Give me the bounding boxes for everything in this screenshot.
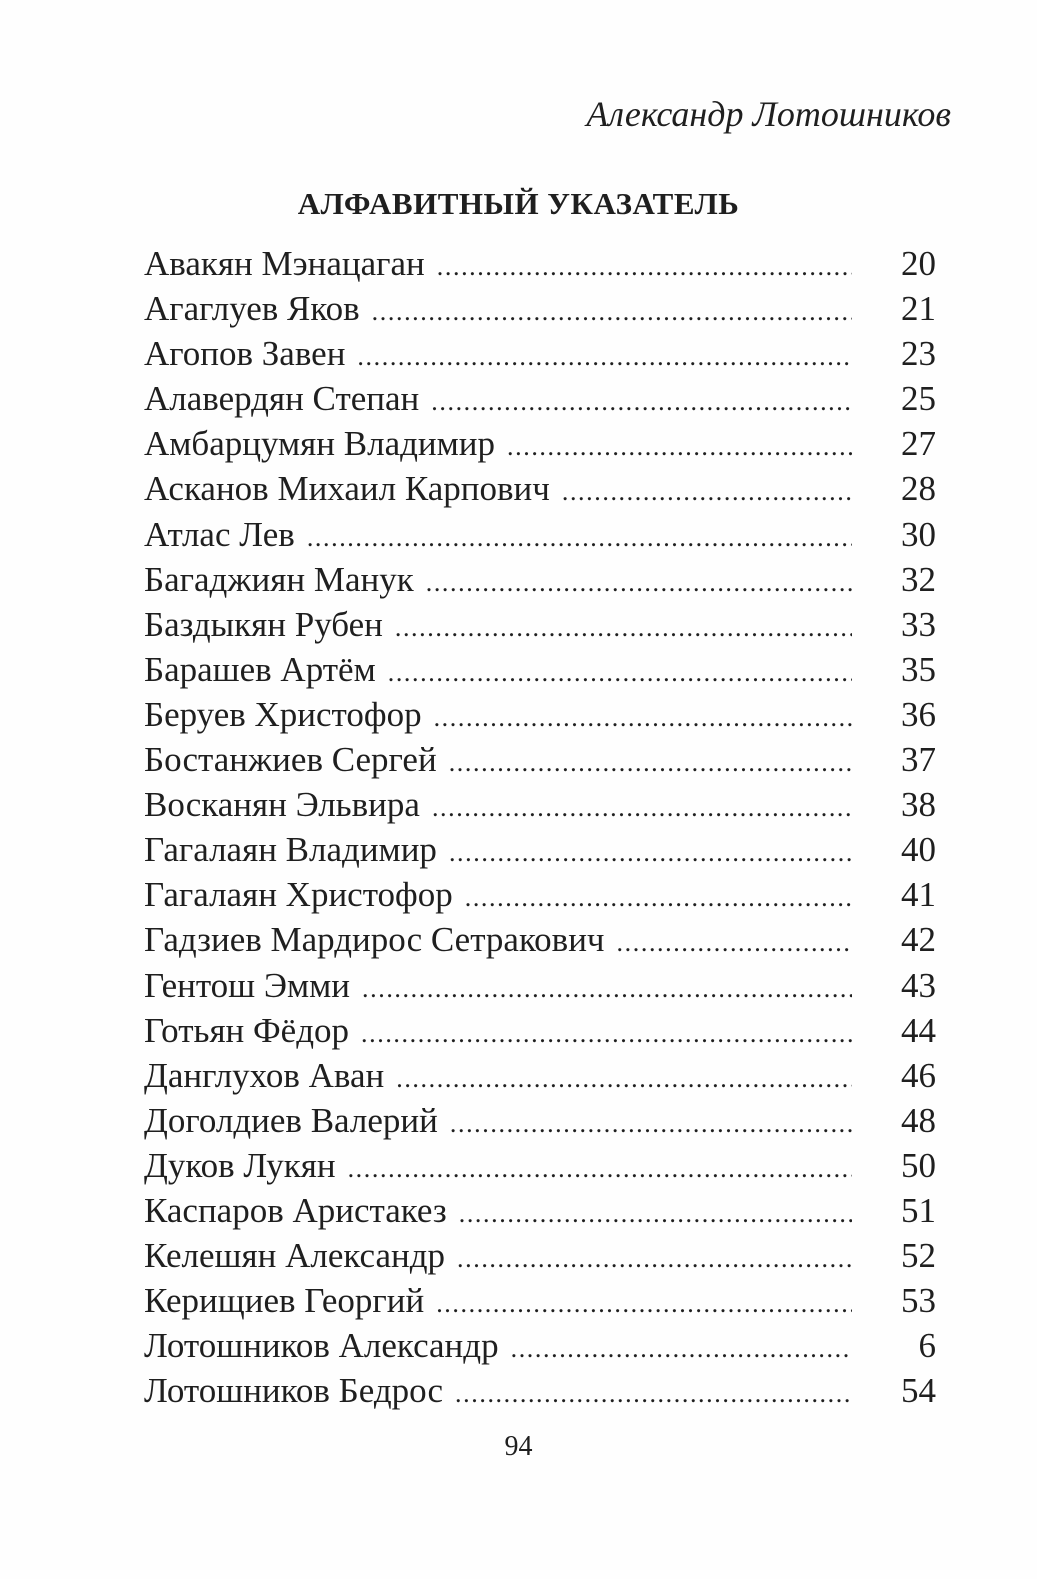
entry-page-number: 6 (918, 1326, 936, 1366)
entry-name: Каспаров Аристакез (144, 1190, 447, 1230)
dot-leader (432, 785, 852, 830)
index-entry (144, 602, 936, 647)
dot-leader (372, 289, 852, 334)
dot-leader (426, 560, 852, 605)
dot-leader (457, 1236, 852, 1281)
running-header-author: Александр Лотошников (586, 94, 951, 134)
dot-leader (507, 424, 852, 469)
entry-page-number: 36 (901, 694, 936, 734)
dot-leader (511, 1326, 852, 1371)
index-entry (144, 782, 936, 827)
index-title: АЛФАВИТНЫЙ УКАЗАТЕЛЬ (297, 186, 740, 221)
dot-leader (388, 650, 852, 695)
index-entry (144, 963, 936, 1008)
index-entry (144, 692, 936, 737)
dot-leader (348, 1146, 852, 1191)
entry-name: Агопов Завен (144, 334, 346, 374)
entry-page-number: 25 (901, 379, 936, 419)
dot-leader (617, 920, 852, 965)
index-entry (144, 331, 936, 376)
index-entry (144, 827, 936, 872)
entry-name: Гадзиев Мардирос Сетракович (144, 920, 605, 960)
entry-page-number: 44 (901, 1010, 936, 1050)
entry-name: Гентош Эмми (144, 965, 351, 1005)
index-entry (144, 917, 936, 962)
index-entry (144, 286, 936, 331)
entry-name: Лотошников Александр (144, 1326, 499, 1366)
entry-page-number: 48 (901, 1100, 936, 1140)
entry-page-number: 46 (901, 1055, 936, 1095)
entry-name: Атлас Лев (144, 514, 295, 554)
index-entry (144, 421, 936, 466)
entry-page-number: 41 (901, 875, 936, 915)
index-entry (144, 647, 936, 692)
dot-leader (437, 244, 852, 289)
index-entry (144, 557, 936, 602)
dot-leader (362, 966, 852, 1011)
entry-name: Готьян Фёдор (144, 1010, 350, 1050)
index-entry (144, 376, 936, 421)
entry-name: Данглухов Аван (144, 1055, 385, 1095)
entry-page-number: 51 (901, 1190, 936, 1230)
entry-name: Келешян Александр (144, 1236, 446, 1276)
entry-name: Бостанжиев Сергей (144, 740, 437, 780)
dot-leader (357, 334, 852, 379)
index-entry (144, 1098, 936, 1143)
dot-leader (431, 379, 852, 424)
index-entry (144, 466, 936, 511)
entry-page-number: 54 (901, 1371, 936, 1411)
index-entry (144, 872, 936, 917)
entry-page-number: 40 (901, 830, 936, 870)
entry-page-number: 32 (901, 559, 936, 599)
dot-leader (361, 1011, 852, 1056)
entry-page-number: 20 (901, 244, 936, 283)
dot-leader (434, 695, 852, 740)
entry-name: Беруев Христофор (144, 694, 422, 734)
index-entry (144, 512, 936, 557)
entry-page-number: 52 (901, 1236, 936, 1276)
entry-page-number: 27 (901, 424, 936, 464)
entry-name: Алавердян Степан (144, 379, 420, 419)
dot-leader (436, 1281, 852, 1326)
entry-name: Гагалаян Христофор (144, 875, 453, 915)
index-list (144, 241, 936, 1413)
entry-page-number: 21 (901, 289, 936, 329)
dot-leader (449, 830, 852, 875)
entry-page-number: 53 (901, 1281, 936, 1321)
dot-leader (450, 1101, 852, 1146)
entry-name: Багаджиян Манук (144, 559, 414, 599)
dot-leader (562, 469, 852, 514)
index-entry (144, 1143, 936, 1188)
dot-leader (396, 1056, 852, 1101)
entry-name: Агаглуев Яков (144, 289, 360, 329)
index-entry (144, 1368, 936, 1413)
dot-leader (455, 1371, 852, 1416)
index-entry (144, 1233, 936, 1278)
entry-page-number: 42 (901, 920, 936, 960)
dot-leader (465, 875, 852, 920)
entry-name: Авакян Мэнацаган (144, 244, 425, 283)
dot-leader (307, 515, 852, 560)
entry-page-number: 38 (901, 785, 936, 825)
entry-name: Гагалаян Владимир (144, 830, 437, 870)
index-entry (144, 241, 936, 286)
entry-page-number: 50 (901, 1145, 936, 1185)
dot-leader (449, 740, 852, 785)
entry-page-number: 37 (901, 740, 936, 780)
entry-name: Амбарцумян Владимир (144, 424, 496, 464)
entry-name: Доголдиев Валерий (144, 1100, 438, 1140)
index-entry (144, 1278, 936, 1323)
entry-name: Дуков Лукян (144, 1145, 336, 1185)
entry-name: Восканян Эльвира (144, 785, 420, 825)
dot-leader (459, 1191, 852, 1236)
entry-page-number: 23 (901, 334, 936, 374)
index-entry (144, 1008, 936, 1053)
entry-page-number: 28 (901, 469, 936, 509)
entry-name: Асканов Михаил Карпович (144, 469, 550, 509)
entry-page-number: 33 (901, 604, 936, 644)
index-entry (144, 1053, 936, 1098)
index-entry (144, 737, 936, 782)
index-entry (144, 1323, 936, 1368)
entry-page-number: 43 (901, 965, 936, 1005)
entry-page-number: 30 (901, 514, 936, 554)
entry-page-number: 35 (901, 649, 936, 689)
entry-name: Лотошников Бедрос (144, 1371, 444, 1411)
entry-name: Керищиев Георгий (144, 1281, 425, 1321)
page-number: 94 (504, 1431, 533, 1462)
entry-name: Барашев Артём (144, 649, 376, 689)
index-entry (144, 1188, 936, 1233)
dot-leader (395, 605, 852, 650)
entry-name: Баздыкян Рубен (144, 604, 383, 644)
